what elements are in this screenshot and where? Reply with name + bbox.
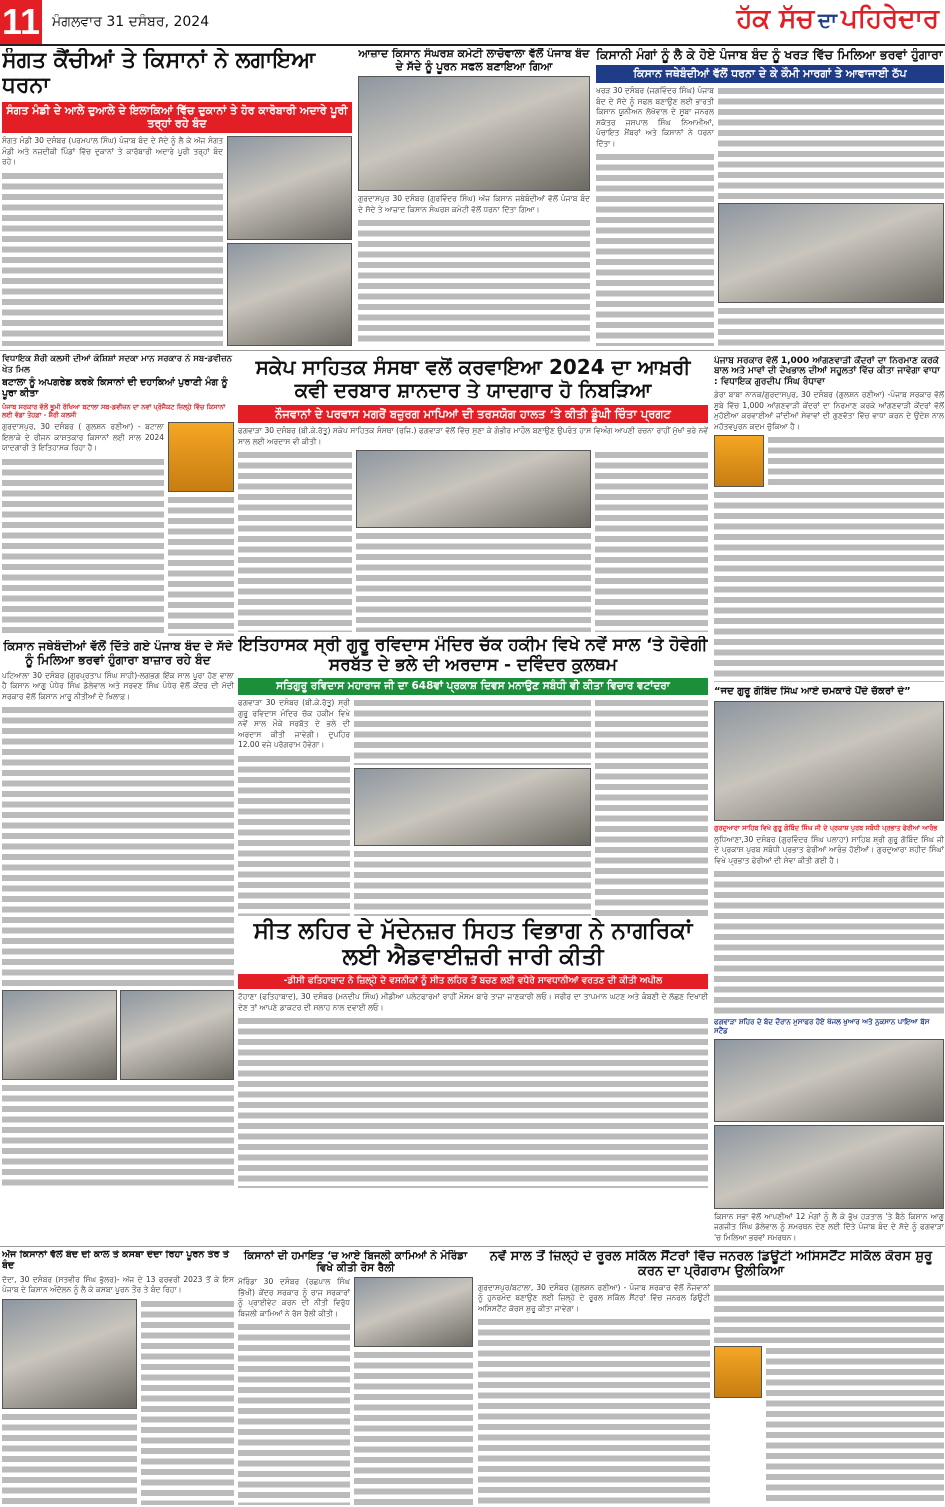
subhead-batala: ਪੰਜਾਬ ਸਰਕਾਰ ਵੱਲੋਂ ਭੂਮੀ ਰੱਖਿਆ ਬਟਾਲਾ ਸਬ-ਡਵੀਜ਼ਨ ਦਾ ਨਵਾਂ ਪ੍ਰੋਜੈਕਟ ਜ਼ਿਲ੍ਹੇ ਵਿੱਚ ਕਿਸਾਨਾਂ ਲਈ ਵੱਡਾ ਤੋਹਫ਼ਾ - ਸ਼ੈਰੀ ਕਲਸੀ (2, 403, 226, 420)
body-cold-wave-cont (238, 1016, 708, 1188)
body-kavi-darbar: ਫਗਵਾੜਾ 30 ਦਸੰਬਰ (ਬੀ.ਕੇ.ਰੱਤੂ) ਸਕੇਪ ਸਾਹਿਤਕ ਸੰਸਥਾ (ਰਜਿ.) ਫਗਵਾੜਾ ਵੱਲੋਂ ਵਿੱਚ ਸੁਣਾ ਕੇ ਗੰਭੀਰ ਮਾਹੌਲ ਬਣਾਉਣ ਉਪਰੰਤ ਹਾਸ ਵਿਅੰਗ ਆਪਣੀ ਰਚਨਾ ਰਾਹੀਂ ਮੁੱਖਾਂ ਭਰੇ ਨਵੇਂ ਸਾਲ ਲਈ ਅਰਦਾਸ ਵੀ ਕੀਤੀ। (238, 426, 708, 446)
story-rural-skill (478, 1250, 944, 1505)
photo-azad-protest (358, 76, 590, 191)
body-ravidas-cont3 (354, 698, 591, 765)
body-anganwadi-cont (768, 435, 944, 487)
photo-bus-stand-2 (714, 1125, 944, 1209)
body-rural-cont2 (714, 1283, 944, 1343)
body-anganwadi-cont2 (714, 490, 944, 682)
kicker-batala: ਵਿਧਾਇਕ ਸ਼ੈਰੀ ਕਲਸੀ ਦੀਆਂ ਕੋਸ਼ਿਸ਼ਾਂ ਸਦਕਾ ਮਾਨ ਸਰਕਾਰ ਨੇ ਸਬ-ਡਵੀਜ਼ਨ ਖੇਤ ਮਿਲ (2, 354, 232, 375)
subhead-cold-wave: -ਡੀਸੀ ਫਤਿਹਾਬਾਦ ਨੇ ਜ਼ਿਲ੍ਹੇ ਦੇ ਵਸਨੀਕਾਂ ਨੂੰ ਸੀਤ ਲਹਿਰ ਤੋਂ ਬਚਣ ਲਈ ਵਧੇਰੇ ਸਾਵਧਾਨੀਆਂ ਵਰਤਣ ਦੀ ਕੀਤੀ ਅਪੀਲ (238, 974, 708, 989)
photo-mla-randhawa (714, 435, 764, 487)
photo-patiala-market-1 (2, 990, 117, 1080)
masthead-logo (736, 4, 939, 35)
photo-kavi-darbar (356, 450, 591, 528)
headline-patiala: ਕਿਸਾਨ ਜਥੇਬੰਦੀਆਂ ਵੱਲੋਂ ਦਿੱਤੇ ਗਏ ਪੰਜਾਬ ਬੰਦ ਦੇ ਸੱਦੇ ਨੂੰ ਮਿਲਿਆ ਭਰਵਾਂ ਹੁੰਗਾਰਾ ਬਾਜ਼ਾਰ ਰਹੇ ਬੰਦ (3, 640, 233, 667)
body-ravidas-cont2 (354, 849, 591, 916)
headline-anganwadi: ਪੰਜਾਬ ਸਰਕਾਰ ਵੱਲੋਂ 1,000 ਆਂਗਣਵਾੜੀ ਕੇਂਦਰਾਂ ਦਾ ਨਿਰਮਾਣ ਕਰਕੇ ਬਾਲ ਅਤੇ ਮਾਵਾਂ ਦੀ ਦੇਖਭਾਲ ਦੀਆਂ ਸਹੂਲਤਾਂ ਵਿੱਚ ਕੀਤਾ ਜਾਵੇਗਾ ਵਾਧਾ : ਵਿਧਾਇਕ ਗੁਰਦੀਪ ਸਿੰਘ ਰੰਧਾਵਾ (714, 356, 940, 387)
photo-official-portrait (714, 1346, 762, 1398)
body-rural-cont3 (766, 1346, 944, 1505)
headline-ravidas: ਇਤਿਹਾਸਕ ਸ੍ਰੀ ਗੁਰੂ ਰਵਿਦਾਸ ਮੰਦਿਰ ਚੱਕ ਹਕੀਮ ਵਿਖੇ ਨਵੇਂ ਸਾਲ ‘ਤੇ ਹੋਵੇਗੀ ਸਰਬੱਤ ਦੇ ਭਲੇ ਦੀ ਅਰਦਾਸ - ਦਵਿੰਦਰ ਕੁਲਥਮ (238, 636, 708, 675)
story-kavi-darbar (238, 356, 708, 632)
headline-batala: ਬਟਾਲਾ ਨੂੰ ਅਪਗਰੇਡ ਕਰਕੇ ਕਿਸਾਨਾਂ ਦੀ ਦਹਾਕਿਆਂ ਪੁਰਾਣੀ ਮੰਗ ਨੂੰ ਪੂਰਾ ਕੀਤਾ (2, 377, 228, 400)
story-azad (358, 48, 590, 346)
body-batala-cont (2, 457, 164, 636)
story-sangat (2, 48, 352, 346)
photo-ravidas-meeting (354, 768, 591, 846)
photo-sangat-car (227, 243, 352, 346)
body-kasba-cont2 (2, 1412, 137, 1505)
headline-kharar: ਕਿਸਾਨੀ ਮੰਗਾਂ ਨੂੰ ਲੈ ਕੇ ਹੋਏ ਪੰਜਾਬ ਬੰਦ ਨੂੰ ਖਰੜ ਵਿੱਚ ਮਿਲਿਆ ਭਰਵਾਂ ਹੁੰਗਾਰਾ (596, 48, 943, 62)
body-cold-wave: ਟੋਹਾਣਾ (ਫਤਿਹਾਬਾਦ), 30 ਦਸੰਬਰ (ਮਨਦੀਪ ਸਿੰਘ) ਮੀਡੀਆ ਪਲੇਟਫਾਰਮਾਂ ਰਾਹੀਂ ਮੌਸਮ ਬਾਰੇ ਤਾਜ਼ਾ ਜਾਣਕਾਰੀ ਲਓ। ਸਰੀਰ ਦਾ ਤਾਪਮਾਨ ਘਟਣ ਅਤੇ ਕੰਬਣੀ ਦੇ ਲੱਛਣ ਦਿਖਾਈ ਦੇਣ ਤਾਂ ਆਪਣੇ ਡਾਕਟਰ ਦੀ ਸਲਾਹ ਨਾਲ ਦਵਾਈ ਲਓ। (238, 992, 708, 1012)
headline-phagwara-bus: ਫਗਵਾੜਾ ਸ਼ਹਿਰ ਦੇ ਬੰਦ ਦੌਰਾਨ ਮੁਸਾਫਰ ਹੋਏ ਖੱਜਲ ਖੁਆਰ ਅਤੇ ਨੁਕਸਾਨ ਪਾਇਆ ਬੱਸ ਸਟੈਂਡ (714, 1018, 930, 1035)
headline-kavi-darbar: ਸਕੇਪ ਸਾਹਿਤਕ ਸੰਸਥਾ ਵਲੋਂ ਕਰਵਾਇਆ 2024 ਦਾ ਆਖ਼ਰੀ ਕਵੀ ਦਰਬਾਰ ਸ਼ਾਨਦਾਰ ਤੇ ਯਾਦਗਾਰ ਹੋ ਨਿਬੜਿਆ (255, 356, 691, 402)
body-bijli-cont (354, 1350, 473, 1505)
story-kasba (2, 1250, 234, 1505)
body-bijli-cont2 (238, 1322, 350, 1505)
story-bijli (238, 1250, 473, 1505)
divider (0, 350, 945, 351)
story-kharar (596, 48, 944, 346)
subhead-ravidas: ਸਤਿਗੁਰੂ ਰਵਿਦਾਸ ਮਹਾਰਾਜ ਜੀ ਦਾ 648ਵਾਂ ਪ੍ਰਕਾਸ਼ ਦਿਵਸ ਮਨਾਉਣ ਸਬੰਧੀ ਵੀ ਕੀਤਾ ਵਿਚਾਰ ਵਟਾਂਦਰਾ (238, 678, 708, 695)
body-ravidas-cont (238, 754, 350, 916)
story-ravidas (238, 636, 708, 916)
page-number: 11 (1, 1, 41, 42)
body-kharar-cont2 (718, 86, 944, 200)
headline-cold-wave: ਸੀਤ ਲਹਿਰ ਦੇ ਮੱਦੇਨਜ਼ਰ ਸਿਹਤ ਵਿਭਾਗ ਨੇ ਨਾਗਰਿਕਾਂ ਲਈ ਐਡਵਾਈਜ਼ਰੀ ਜਾਰੀ ਕੀਤੀ (253, 918, 693, 971)
photo-mla-portrait (168, 422, 234, 492)
body-batala-cont2 (168, 495, 234, 636)
body-anganwadi: ਡੇਰਾ ਬਾਬਾ ਨਾਨਕ/ਗੁਰਦਾਸਪੁਰ, 30 ਦਸੰਬਰ (ਗੁਲਸ਼ਨ ਰਣੀਆ) -ਪੰਜਾਬ ਸਰਕਾਰ ਵੱਲੋਂ ਸੂਬੇ ਵਿੱਚ 1,000 ਆਂਗਣਵਾੜੀ ਕੇਂਦਰਾਂ ਦਾ ਨਿਰਮਾਣ ਕਰਕੇ ਆਂਗਣਵਾੜੀ ਕੇਂਦਰਾਂ ਵੱਲੋਂ ਮੁਹੱਈਆ ਕਰਵਾਈਆਂ ਜਾਂਦੀਆਂ ਸੇਵਾਵਾਂ ਦੀ ਗੁਣਵੱਤਾ ਵਿੱਚ ਵਾਧਾ ਕਰਨ ਦੇ ਉਦੇਸ਼ ਨਾਲ ਮਹੱਤਵਪੂਰਨ ਕਦਮ ਚੁੱਕਿਆ ਹੈ। (714, 390, 944, 431)
body-kavi-cont (238, 450, 352, 632)
story-cold-wave (238, 918, 708, 1188)
photo-sangat-tanker (227, 136, 352, 239)
headline-bijli: ਕਿਸਾਨਾਂ ਦੀ ਹਮਾਇਤ ‘ਚ ਆਏ ਬਿਜਲੀ ਕਾਮਿਆਂ ਨੇ ਮੋਰਿੰਡਾ ਵਿਖੇ ਕੀਤੀ ਰੋਸ ਰੈਲੀ (243, 1250, 468, 1275)
story-anganwadi (714, 356, 944, 682)
divider (0, 1246, 945, 1247)
body-ravidas-cont4 (595, 698, 708, 916)
photo-patiala-market-2 (120, 990, 235, 1080)
logo-text-right: ਪਹਿਰੇਦਾਰ (841, 4, 939, 34)
subhead-guru-gobind: ਗੁਰਦੁਆਰਾ ਸਾਹਿਬ ਵਿਖੇ ਗੁਰੂ ਗੋਬਿੰਦ ਸਿੰਘ ਜੀ ਦੇ ਪ੍ਰਕਾਸ਼ ਪੁਰਬ ਸਬੰਧੀ ਪ੍ਰਭਾਤ ਫੇਰੀਆਂ ਆਰੰਭ (714, 823, 938, 832)
logo-text-left: ਹੱਕ ਸੱਚ (736, 4, 815, 34)
body-kasba-cont (141, 1299, 234, 1505)
logo-text-mid: ਦਾ (818, 7, 837, 32)
body-kavi-cont3 (356, 531, 591, 632)
photo-bus-stand-1 (714, 1039, 944, 1123)
body-patiala: ਪਟਿਆਲਾ 30 ਦਸੰਬਰ (ਗੁਰਪ੍ਰਤਾਪ ਸਿੰਘ ਸਾਹੀ)-ਲਗਭਗ ਇੱਕ ਸਾਲ ਪੂਰਾ ਹੋਣ ਵਾਲਾ ਹੈ ਕਿਸਾਨ ਆਗੂ ਪੰਧੇਰ ਸਿੰਘ ਡੱਲੇਵਾਲ ਅਤੇ ਸਰਵਣ ਸਿੰਘ ਪੰਧੇਰ ਵੱਲੋਂ ਕੇਂਦਰ ਦੀ ਮੋਦੀ ਸਰਕਾਰ ਵੱਲੋਂ ਕਿਸਾਨ ਮਾਰੂ ਨੀਤੀਆਂ ਦੇ ਖਿਲਾਫ਼। (2, 670, 234, 701)
photo-kharar (718, 203, 944, 303)
body-phagwara-bus: ਕਿਸਾਨ ਸਭਾ ਵੱਲੋਂ ਆਪਣੀਆਂ 12 ਮੰਗਾਂ ਨੂੰ ਲੈ ਕੇ ਭੁੱਖ ਹੜਤਾਲ 'ਤੇ ਬੈਠੇ ਕਿਸਾਨ ਆਗੂ ਜਗਜੀਤ ਸਿੰਘ ਡੱਲੇਵਾਲ ਨੂੰ ਸਮਰਥਨ ਦੇਣ ਲਈ ਦਿੱਤੇ ਪੰਜਾਬ ਬੰਦ ਦੇ ਸੱਦੇ ਨੂੰ ਫਗਵਾੜਾ 'ਚ ਮਿਲਿਆ ਭਰਵਾਂ ਸਮਰਥਨ। (714, 1211, 944, 1242)
body-kavi-cont2 (595, 450, 709, 632)
photo-prabhat-pheri (714, 701, 944, 821)
story-phagwara-bus (714, 1018, 944, 1243)
body-rural-cont (478, 1317, 710, 1505)
body-azad-cont (358, 218, 590, 346)
body-kharar-cont3 (718, 306, 944, 346)
body-ravidas: ਫਗਵਾੜਾ 30 ਦਸੰਬਰ (ਬੀ.ਕੇ.ਰੱਤੂ) ਸ੍ਰੀ ਗੁਰੂ ਰਵਿਦਾਸ ਮੰਦਿਰ ਚੱਕ ਹਕੀਮ ਵਿਖੇ ਨਵੇਂ ਸਾਲ ਮੌਕੇ ਸਰਬੱਤ ਦੇ ਭਲੇ ਦੀ ਅਰਦਾਸ ਕੀਤੀ ਜਾਵੇਗੀ। ਦੁਪਹਿਰ 12.00 ਵਜੇ ਪਰੋਗਰਾਮ ਹੋਵੇਗਾ। (238, 698, 350, 750)
body-sangat: ਸੰਗਤ ਮੰਡੀ 30 ਦਸੰਬਰ (ਪਰਮਪਾਲ ਸਿੰਘ) ਪੰਜਾਬ ਬੰਦ ਦੇ ਸੱਦੇ ਨੂੰ ਲੈ ਕੇ ਅੱਜ ਸੰਗਤ ਮੰਡੀ ਅਤੇ ਨਜ਼ਦੀਕੀ ਪਿੰਡਾਂ ਵਿੱਚ ਦੁਕਾਨਾਂ ਤੇ ਕਾਰੋਬਾਰੀ ਅਦਾਰੇ ਪੂਰੀ ਤਰ੍ਹਾਂ ਬੰਦ ਰਹੇ। (2, 136, 223, 167)
photo-kasba-street (2, 1299, 137, 1409)
subhead-kharar: ਕਿਸਾਨ ਜਥੇਬੰਦੀਆਂ ਵੱਲੋਂ ਧਰਨਾ ਦੇ ਕੇ ਕੌਮੀ ਮਾਰਗਾਂ ਤੇ ਆਵਾਜਾਈ ਠੱਪ (596, 65, 944, 83)
body-kharar-cont (596, 152, 714, 346)
story-guru-gobind (714, 686, 944, 1016)
body-guru-cont (714, 869, 944, 1016)
headline-guru-gobind: “ਜਦ ਗੁਰੂ ਗੋਬਿੰਦ ਸਿੰਘ ਆਏ ਚਮਕਾਰੇ ਪੈਂਦੇ ਚੱਕਰਾਂ ਦੇ” (714, 686, 911, 697)
body-sangat-cont (2, 171, 223, 346)
body-batala: ਗੁਰਦਾਸਪੁਰ, 30 ਦਸੰਬਰ ( ਗੁਲਸ਼ਨ ਰਣੀਆ) - ਬਟਾਲਾ ਇਲਾਕੇ ਦੇ ਰੀਜਨ ਕਾਸ਼ਤਕਾਰ ਕਿਸਾਨਾਂ ਲਈ ਸਾਲ 2024 ਯਾਦਗਾਰੀ ਤੇ ਇਤਿਹਾਸਕ ਰਿਹਾ ਹੈ। (2, 422, 164, 453)
issue-date: ਮੰਗਲਵਾਰ 31 ਦਸੰਬਰ, 2024 (52, 14, 210, 30)
story-patiala (2, 640, 234, 1188)
headline-rural-skill: ਨਵੇਂ ਸਾਲ ਤੋਂ ਜ਼ਿਲ੍ਹੇ ਦੇ ਰੂਰਲ ਸਕਿੱਲ ਸੈਂਟਰਾਂ ਵਿੱਚ ਜਨਰਲ ਡਿਊਟੀ ਅਸਿਸਟੈਂਟ ਸਕਿੱਲ ਕੋਰਸ ਸ਼ੁਰੂ ਕਰਨ ਦਾ ਪ੍ਰੋਗਰਾਮ ਉਲੀਕਿਆ (489, 1250, 933, 1279)
headline-sangat: ਸੰਗਤ ਕੈਂਚੀਆਂ ਤੇ ਕਿਸਾਨਾਂ ਨੇ ਲਗਾਇਆ ਧਰਨਾ (2, 48, 316, 99)
subhead-kavi-darbar: ਨੌਜਵਾਨਾਂ ਦੇ ਪਰਵਾਸ ਮਗਰੋਂ ਬਜ਼ੁਰਗ ਮਾਪਿਆਂ ਦੀ ਤਰਸਯੋਗ ਹਾਲਤ ‘ਤੇ ਕੀਤੀ ਡੂੰਘੀ ਚਿੰਤਾ ਪ੍ਰਗਟ (238, 405, 708, 423)
headline-kasba: ਅੱਜ ਕਿਸਾਨਾਂ ਵੱਲੋਂ ਬੰਦ ਦੀ ਕਾਲ ਤੇ ਕਸਬਾ ਦੋਦਾ ਰਿਹਾ ਪੂਰਨ ਤੌਰ ਤੇ ਬੰਦ (2, 1250, 229, 1271)
header-divider (0, 44, 945, 46)
body-guru-gobind: ਲੁਧਿਆਣਾ,30 ਦਸੰਬਰ (ਗੁਰਵਿੰਦਰ ਸਿੰਘ ਪਲਾਹਾ) ਸਾਹਿਬ ਸ਼੍ਰੀ ਗੁਰੂ ਗੋਬਿੰਦ ਸਿੰਘ ਜੀ ਦੇ ਪ੍ਰਕਾਸ਼ ਪੁਰਬ ਸਬੰਧੀ ਪ੍ਰਭਾਤ ਫੇਰੀਆਂ ਆਰੰਭ ਹੋਈਆਂ। ਗੁਰਦੁਆਰਾ ਸ਼ਹੀਦ ਸਿੰਘਾਂ ਵਿਖੇ ਪ੍ਰਭਾਤ ਫੇਰੀਆਂ ਦੀ ਸੇਵਾ ਕੀਤੀ ਗਈ ਹੈ। (714, 834, 944, 865)
body-bijli: ਮੋਰਿੰਡਾ 30 ਦਸੰਬਰ (ਰਛਪਾਲ ਸਿੰਘ ਭਿੱਖੀ) ਕੇਂਦਰ ਸਰਕਾਰ ਨੂੰ ਰਾਜ ਸਰਕਾਰਾਂ ਨੂੰ ਪ੍ਰਾਈਵੇਟ ਕਰਨ ਦੀ ਨੀਤੀ ਵਿਰੁੱਧ ਬਿਜਲੀ ਕਾਮਿਆਂ ਨੇ ਰੋਸ ਰੈਲੀ ਕੀਤੀ। (238, 1277, 350, 1318)
body-azad: ਗੁਰਦਾਸਪੁਰ 30 ਦਸੰਬਰ (ਗੁਰਵਿੰਦਰ ਸਿੰਘ) ਅੱਜ ਕਿਸਾਨ ਜਥੇਬੰਦੀਆਂ ਵੱਲੋਂ ਪੰਜਾਬ ਬੰਦ ਦੇ ਸੱਦੇ ਤੇ ਆਜ਼ਾਦ ਕਿਸਾਨ ਸੰਘਰਸ਼ ਕਮੇਟੀ ਵੱਲੋਂ ਧਰਨਾ ਦਿੱਤਾ ਗਿਆ। (358, 194, 590, 214)
photo-bijli-rally (354, 1277, 473, 1347)
body-patiala-cont2 (2, 1083, 234, 1188)
headline-azad: ਆਜ਼ਾਦ ਕਿਸਾਨ ਸੰਘਰਸ਼ ਕਮੇਟੀ ਲਾਚੋਵਾਲਾ ਵੱਲੋਂ ਪੰਜਾਬ ਬੰਦ ਦੇ ਸੱਦੇ ਨੂੰ ਪੂਰਨ ਸਫਲ ਬਣਾਇਆ ਗਿਆ (358, 48, 590, 73)
body-patiala-cont (2, 705, 234, 987)
subhead-sangat: ਸੰਗਤ ਮੰਡੀ ਦੇ ਆਲੇ ਦੁਆਲੇ ਦੇ ਇਲਾਕਿਆਂ ਵਿੱਚ ਦੁਕਾਨਾਂ ਤੇ ਹੋਰ ਕਾਰੋਬਾਰੀ ਅਦਾਰੇ ਪੂਰੀ ਤਰ੍ਹਾਂ ਰਹੇ ਬੰਦ (2, 102, 352, 134)
body-kharar: ਖਰੜ 30 ਦਸੰਬਰ (ਜਗਵਿੰਦਰ ਸਿੰਘ) ਪੰਜਾਬ ਬੰਦ ਦੇ ਸੱਦੇ ਨੂੰ ਸਫਲ ਬਣਾਉਣ ਲਈ ਭਾਰਤੀ ਕਿਸਾਨ ਯੂਨੀਅਨ ਲੱਖੋਵਾਲ ਦੇ ਸੂਬਾ ਜਨਰਲ ਸਕੱਤਰ ਜਸਪਾਲ ਸਿੰਘ ਨਿਆਮੀਆਂ, ਪੰਚਾਇਤ ਮੈਂਬਰਾਂ ਅਤੇ ਕਿਸਾਨਾਂ ਨੇ ਧਰਨਾ ਦਿੱਤਾ। (596, 86, 714, 148)
body-kasba: ਦੋਦਾ, 30 ਦਸੰਬਰ (ਸਤਵੀਰ ਸਿੰਘ ਭੁੱਲਰ)- ਅੱਜ ਦੇ 13 ਫਰਵਰੀ 2023 ਤੋਂ ਕੇ ਇਸ ਪੰਜਾਬ ਦੇ ਕਿਸਾਨ ਅੰਦੋਲਨ ਨੂੰ ਲੈ ਕੇ ਕਸਬਾ ਪੂਰਨ ਤੌਰ ਤੇ ਬੰਦ ਰਿਹਾ। (2, 1274, 234, 1295)
body-rural-skill: ਗੁਰਦਾਸਪੁਰ/ਬਟਾਲਾ, 30 ਦਸੰਬਰ (ਗੁਲਸ਼ਨ ਰਣੀਆ) - ਪੰਜਾਬ ਸਰਕਾਰ ਵੱਲੋਂ ਨੌਜਵਾਨਾਂ ਨੂੰ ਹੁਨਰਮੰਦ ਬਣਾਉਣ ਲਈ ਜ਼ਿਲ੍ਹੇ ਦੇ ਰੂਰਲ ਸਕਿੱਲ ਸੈਂਟਰਾਂ ਵਿੱਚ ਜਨਰਲ ਡਿਊਟੀ ਅਸਿਸਟੈਂਟ ਕੋਰਸ ਸ਼ੁਰੂ ਕੀਤਾ ਜਾਵੇਗਾ। (478, 1282, 710, 1313)
story-batala (2, 354, 234, 636)
